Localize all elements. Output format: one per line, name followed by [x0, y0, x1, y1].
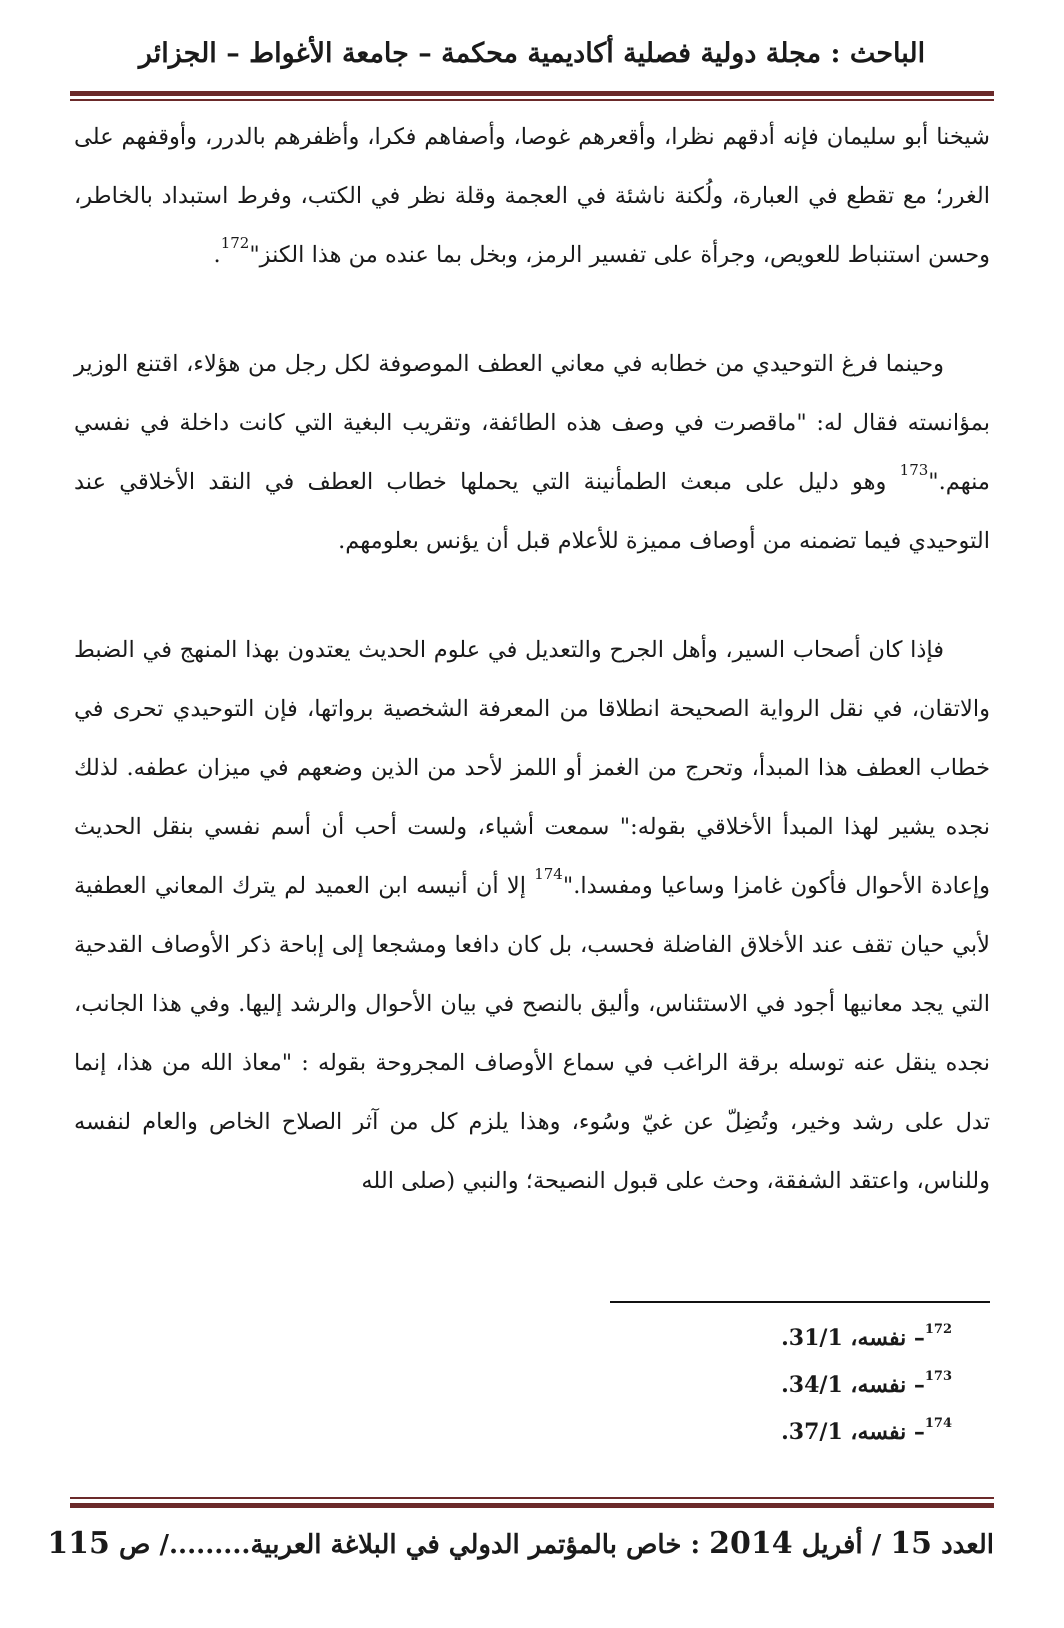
page-label: / ص: [119, 1530, 169, 1560]
footnote-text: – نفسه، 37/1.: [781, 1419, 925, 1445]
footnote-item: [74, 1412, 952, 1459]
footnote-number: 174: [924, 1416, 952, 1431]
paragraph-1-line-2: وأوقفهم على الغرر؛ مع تقطع في العبارة، ولُكنة ناشئة في العجمة وقلة نظر في الكتب،: [74, 124, 990, 209]
footnote-text: – نفسه، 31/1.: [781, 1325, 925, 1351]
footnote-number: 173: [924, 1369, 952, 1384]
footnote-ref-173[interactable]: 173: [899, 461, 929, 479]
paragraph-1: [74, 108, 990, 285]
article-body: [74, 108, 990, 1211]
journal-header-title: الباحث : مجلة دولية فصلية أكاديمية محكمة – جامعة الأغواط – الجزائر: [138, 38, 926, 69]
header-rule-thick: [70, 91, 994, 96]
footnote-text: – نفسه، 34/1.: [781, 1372, 925, 1398]
paragraph-1-line-1: شيخنا أبو سليمان فإنه أدقهم نظرا، وأقعرهم غوصا، وأصفاهم فكرا، وأظفرهم بالدرر،: [204, 124, 991, 150]
paragraph-3: [74, 621, 990, 1211]
paragraph-2-text-a: وحينما فرغ التوحيدي من خطابه في معاني العطف الموصوفة لكل رجل من هؤلاء، اقتنع الوزير بمؤانسته فقال له: "ماقصرت في وصف هذه الطائفة، وتقريب البغية التي كانت داخلة في نفسي منهم.": [74, 351, 990, 495]
footnote-separator: [610, 1301, 990, 1303]
paragraph-3-text-b: إلا أن أنيسه ابن العميد لم يترك المعاني العطفية لأبي حيان تقف عند الأخلاق الفاضلة فحسب، بل كان دافعا ومشجعا إلى إباحة ذكر الأوصاف القدحية التي يجد معانيها أجود في الاستئناس، وأليق بالنصح في بيان الأحوال والرشد إليها. وفي هذا الجانب، نجده ينقل عنه توسله برقة الراغب في سماع الأوصاف المجروحة بقوله : "معاذ الله من هذا، إنما تدل على رشد وخير، وتُضِلّ عن غيّ وسُوء، وهذا يلزم كل من آثر الصلاح الخاص والعام لنفسه وللناس، واعتقد الشفقة، وحث على قبول النصيحة؛ والنبي (صلى الله: [74, 873, 990, 1194]
paragraph-2: [74, 335, 990, 571]
footnote-number: 172: [924, 1322, 952, 1337]
page-number: 115: [47, 1526, 110, 1561]
footer-rule-thin: [70, 1497, 994, 1499]
footnotes: [74, 1318, 952, 1459]
journal-header: [70, 38, 994, 69]
paragraph-1-line-4: من هذا الكنز": [249, 242, 378, 268]
issue-label: العدد: [941, 1530, 994, 1560]
footnote-ref-172[interactable]: 172: [220, 234, 250, 252]
journal-footer: [47, 1526, 994, 1561]
footnote-ref-174[interactable]: 174: [534, 865, 563, 883]
issue-year: 2014: [709, 1526, 793, 1561]
issue-month: / أفريل: [801, 1530, 882, 1560]
footnote-item: [74, 1318, 952, 1365]
issue-description: : خاص بالمؤتمر الدولي في البلاغة العربية.........: [168, 1530, 701, 1560]
paragraph-1-end-mark: .: [213, 242, 221, 268]
paragraph-1-line-3: وفرط استبداد بالخاطر، وحسن استنباط للعويص، وجرأة على تفسير الرمز، وبخل بما عنده: [74, 183, 990, 268]
footnote-item: [74, 1365, 952, 1412]
footer-rule-thick: [70, 1503, 994, 1508]
header-rule-thin: [70, 99, 994, 101]
issue-number: 15: [890, 1526, 933, 1561]
paragraph-2-text-b: وهو دليل على مبعث الطمأنينة التي يحملها خطاب العطف في النقد الأخلاقي عند التوحيدي فيما تضمنه من أوصاف مميزة للأعلام قبل أن يؤنس بعلومهم.: [74, 469, 990, 554]
paragraph-3-text-a: فإذا كان أصحاب السير، وأهل الجرح والتعديل في علوم الحديث يعتدون بهذا المنهج في الضبط والاتقان، في نقل الرواية الصحيحة انطلاقا من المعرفة الشخصية برواتها، فإن التوحيدي تحرى في خطاب العطف هذا المبدأ، وتحرج من الغمز أو اللمز لأحد من الذين وضعهم في ميزان عطفه. لذلك نجده يشير لهذا المبدأ الأخلاقي بقوله:" سمعت أشياء، ولست أحب أن أسم نفسي بنقل الحديث وإعادة الأحوال فأكون غامزا وساعيا ومفسدا.": [74, 637, 990, 899]
